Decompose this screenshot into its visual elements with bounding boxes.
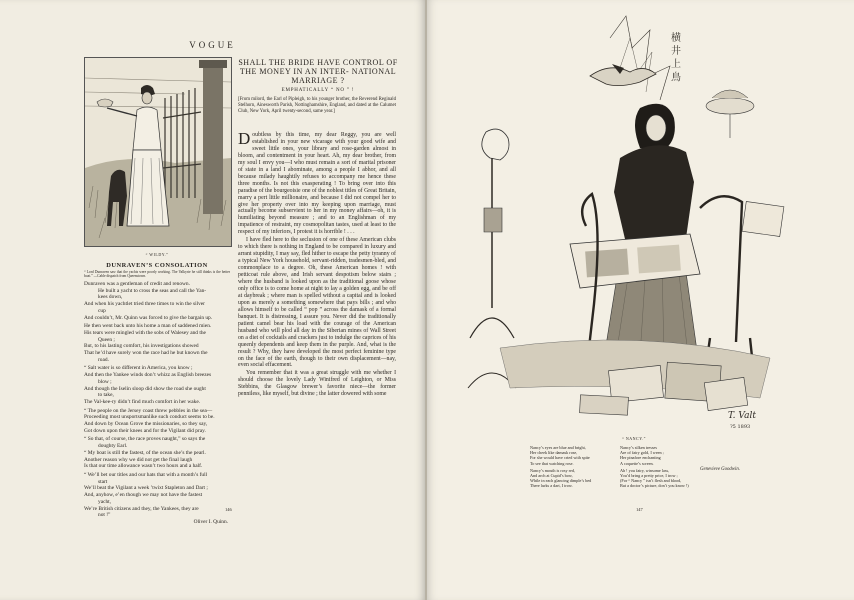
poem-line: not !” [98,512,111,519]
poem-line: The Val-kee-ry didn’t find much comfort in her wake. [84,398,201,405]
verse-line: Nancy’s mouth is rosy red, [530,467,576,473]
woman-with-dog-drawing [85,58,231,246]
artist-signature: T. Valt [728,411,756,421]
poem-text [84,281,230,526]
poem-line: start [98,478,108,485]
article-intro: [From milord, the Earl of Pipleigh, to his younger brother, the Reverend Reginald Stelhorn, Ainesworth Parish, Nottinghamshire, England, and dated at the Calumet Club, New York, April twenty-second, same year.] [238,97,396,114]
poem-line: “ We’ll bet our titles and our hats that with a month’s full [84,471,208,478]
poem-line: “ Salt water is so different in America, you know ; [84,365,193,372]
page-number-left: 146 [225,507,232,512]
poem-title: DUNRAVEN’S CONSOLATION [106,262,208,269]
verse-line: But a doctor’s picture, don’t you know !) [620,483,689,489]
verse-line: And arch at Cupid’s bow, [530,473,573,479]
article-paragraph: I have fled here to the seclusion of one of these American clubs to which there is nothing in England to be compared in luxury and arrant stupidity, I may say, fled hither to escape the petty tyranny of a typical New York household, servant-ridden, tradesmen-bled, and commonplace to a degree. Oh, these American homes ! with petticoat rule above, and Irish servant despotism below stairs ; where the husband is looked upon as the traditional goose whose only office is to come home at night to lay a golden egg, and be off at daybreak ; where man is spelled without a capital and is looked upon as merely a something somewhere that pays bills ; and who allows himself to be called “ pop ” across the damask of a formal banquet. It is distressing, I assure you. Never did the traditionally patient camel bear his load with the courage of the American husband who will plod all day in the Siberian mines of Wall Street on a diet of cocktails and crackers just to indulge the caprices of his queenly dependents and keep them in the purple. And, what is the result ? Why, they have developed the most perfect feminine type on the face of the earth, though to their own displacement—nay, even social effacement. [238,237,396,369]
verse-line: While in each glancing dimple’s bed [530,478,592,484]
verse-line: Her pinafore enchanting [620,455,661,461]
verse-credit: Genevieve Goodwin. [700,467,740,472]
poem-line: cup [98,307,106,314]
verse-line: Ah ! you fairy, winsome lass, [620,467,670,473]
poem-line: doughty Earl. [98,443,128,450]
poem-line: And, anyhow, e’en though we may not have the fastest [84,492,203,499]
poem-line: We’ll beat the Vigilant a week ’twixt Stapleton and Dart ; [84,485,208,492]
article-title: SHALL THE BRIDE HAVE CONTROL OF THE MONEY IN AN INTER- NATIONAL MARRIAGE ? [238,58,398,85]
artist-monogram: 横 井 上 鳥 [668,32,680,82]
poem-line: yacht, [98,498,112,505]
verse-line: (For “ Nancy ” isn’t flesh and blood, [620,478,682,484]
poem-line: His tears were mingled with the sobs of Walesey and the [84,329,206,336]
article-body [238,129,396,399]
verse-line: Are of fairy gold, I ween ; [620,450,664,456]
poem-line: “ The people on the Jersey coast threw pebbles in the sea— [84,407,213,414]
poem-line: That he’d have surely won the race had he but known the [84,350,208,357]
verse-line: A coquette’s screen. [620,460,654,466]
article-paragraph: Doubtless by this time, my dear Reggy, you are well established in your new vicarage with your good wife and sweet little ones, your library and rose-garden almost in bloom, and contentment in your heart. Ah, my dear brother, from my soul I envy you—I who must remain a sort of marital prisoner of state in a land I abominate, among a people I abhor, and all because milady haughtily refuses to accompany me hence these three months. Is not this exasperating ! To bring over into this paradise of the bourgeoisie one of the noblest titles of Great Britain, marry a pert little millionaire, and because I did not compel her to give her property over into my keeping upon marriage, must actually become subservient to her in my money affairs—oh, it is humiliating beyond measure ; and to an Englishman of my impatience of restraint, my cosmopolitan tastes, used at least to the respect of my inferiors, I protest it is horrible ! . . . [238,129,396,236]
poem-line: And when his yachtlet tried three times to win the silver [84,301,205,308]
poem-epigraph: “ Lord Dunraven saw that the yachts were poorly working. The Valkyrie he still thinks is the better boat.” —Cable dispatch from Queenstown. [84,270,230,279]
verse-column-1 [530,445,591,489]
verse-column-2 [620,445,689,489]
page-number-right: 147 [636,507,643,512]
poem-line: “ My boat is still the fastest, of the ocean she’s the pearl. [84,449,206,456]
poem-line: We’re British citizens and they, the Yankees, they are [84,505,199,512]
poem-line: blow ; [98,378,112,385]
verse-line: Nancy’s silken tresses [620,445,657,450]
verse-line: Her cheek like damask rose, [530,450,578,456]
artist-date: ?5 1893 [730,424,751,430]
poem-line: And then the Yankee winds don’t whizz as English breezes [84,372,212,379]
poem-line: Is that our time allowance wasn’t two hours and a half. [84,463,203,470]
poem-line: And down by Ocean Grove the missionaries, so they say, [84,421,208,428]
article-paragraph: You remember that it was a great struggle with me whether I should choose the lovely Lady Winifred of Leighton, or Miss Stebbins, the Glasgow brewer’s favorite niece—the former penniless, like myself, but divine ; the latter dowered with some [238,370,396,398]
poem-line: Queen ; [98,336,115,343]
poem-line: He built a yacht to cross the seas and call the Yan- [98,287,207,294]
poem-line: kees down, [98,294,123,301]
poem-line: Another reason why we did not get the final laugh [84,456,193,463]
verse-line: For she would have cried with spite [530,455,590,461]
verse-line: To see that watching rose. [530,460,574,466]
poem-line: road. [98,356,109,363]
illustration-caption-nancy: “ NANCY.” [622,436,646,441]
poem-line: But, to his lasting comfort, his investigations showed [84,343,199,350]
poem-line: “ So that, of course, the race proves naught,” so says the [84,436,206,443]
woman-with-dog-illustration [84,57,232,247]
left-page [0,0,425,600]
poem-line: And couldn’t, Mr. Quinn was forced to give the bargain up. [84,314,213,321]
poem-line: He then went back unto his home a man of saddened mien. [84,323,212,330]
poem-line: Dunraven was a gentleman of credit and renown. [84,281,190,287]
illustration-caption: “ WILDY.” [145,252,169,257]
poem-signature: Oliver I. Quinn. [193,518,228,525]
verse-line: You’d bring a pretty price, I trow ; [620,473,678,479]
poem-line: Proceeding most unsportsmanlike such conduct seems to be. [84,414,215,421]
nancy-illustration [460,8,790,433]
verse-line: Nancy’s eyes are blue and bright, [530,445,586,450]
nancy-drawing [460,8,790,433]
poem-line: to take, [98,392,114,399]
article-subtitle: EMPHATICALLY “ NO ” ! [281,88,355,93]
poem-line: And though the Iselin sloop did show the road she ought [84,385,206,392]
poem-line: Got down upon their knees and for the Vigilant did pray. [84,427,206,434]
verse-line: There lurks a dart, I trow. [530,483,573,489]
masthead: VOGUE [189,40,236,50]
